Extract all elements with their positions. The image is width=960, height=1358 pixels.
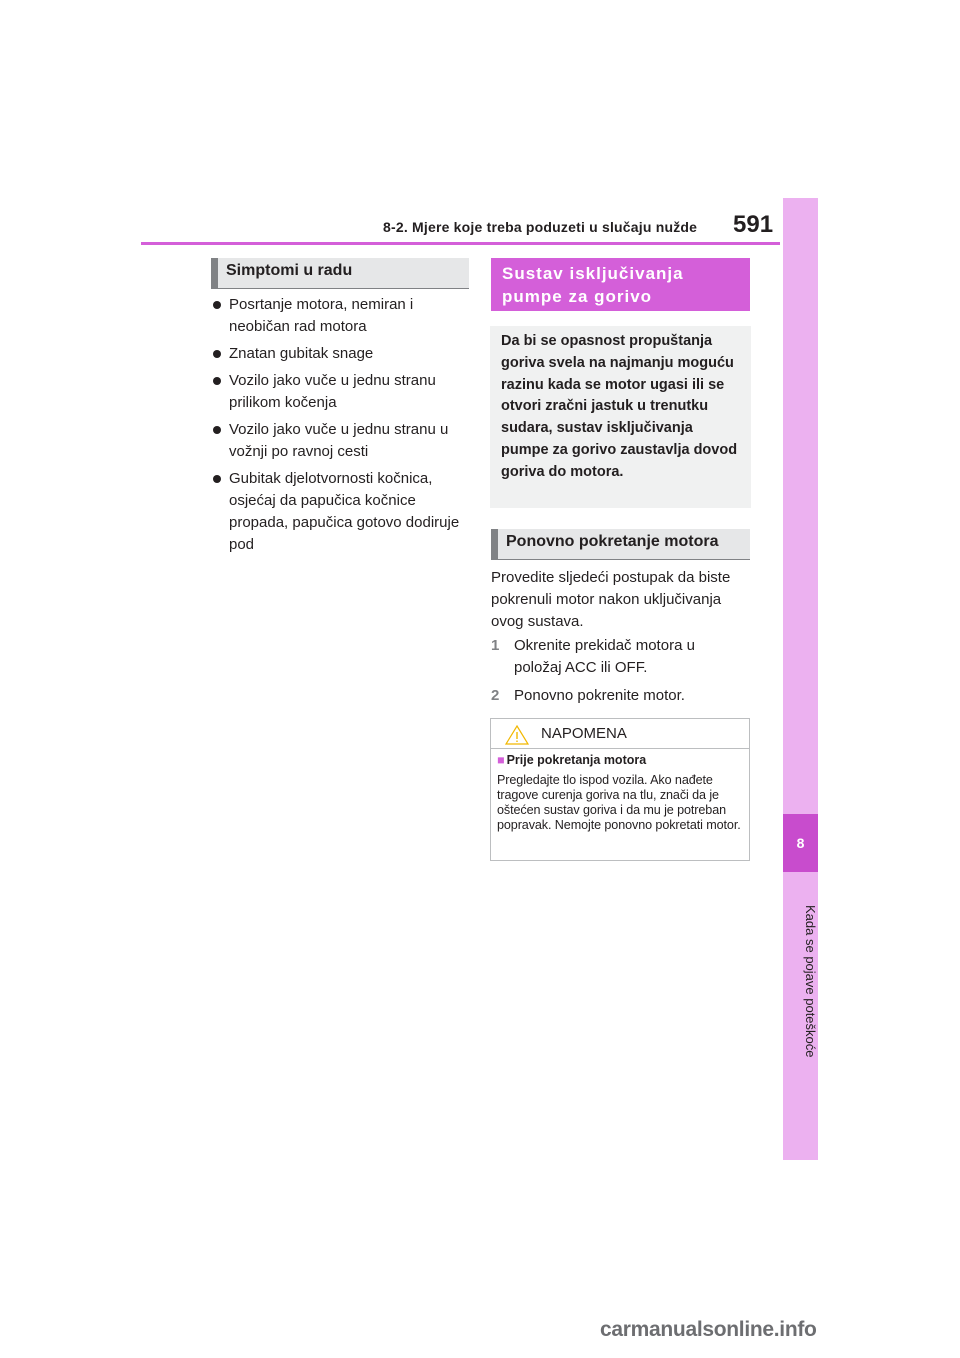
- symptoms-heading: Simptomi u radu: [211, 258, 469, 289]
- list-item: Vozilo jako vuče u jednu stranu u vožnji po ravnoj cesti: [211, 419, 476, 463]
- square-bullet-icon: ■: [497, 753, 505, 767]
- procedure-intro: Provedite sljedeći postupak da biste pokrenuli motor nakon uključivanja ovog sustava.: [491, 569, 731, 630]
- info-box: Da bi se opasnost propuštanja goriva svela na najmanju moguću razinu kada se motor ugasi ili se otvori zračni jastuk u trenutku sudara, sustav isključivanja pumpe za gorivo zaustavlja dovod goriva do motora.: [490, 326, 751, 508]
- chapter-label: Kada se pojave poteškoće: [803, 904, 818, 1058]
- step-number: 1: [491, 637, 500, 654]
- notice-box: [490, 718, 750, 861]
- step-text: Ponovno pokrenite motor.: [514, 687, 685, 704]
- list-item: Posrtanje motora, nemiran i neobičan rad motora: [211, 294, 476, 338]
- fuel-pump-shutoff-heading: Sustav isključivanja pumpe za gorivo: [491, 258, 750, 311]
- page-number: 591: [733, 211, 774, 238]
- step-number: 2: [491, 687, 500, 704]
- notice-header: [491, 719, 749, 749]
- list-item: Znatan gubitak snage: [211, 343, 476, 365]
- chapter-side-tab: [783, 198, 818, 1160]
- list-item: Gubitak djelotvornosti kočnica, osjećaj da papučica kočnice propada, papučica gotovo dodiruje pod: [211, 468, 476, 556]
- header-rule: [141, 242, 780, 245]
- notice-subheading-text: Prije pokretanja motora: [506, 753, 647, 767]
- restart-engine-heading: Ponovno pokretanje motora: [491, 529, 750, 560]
- notice-title: NAPOMENA: [541, 725, 627, 742]
- symptoms-list: [211, 294, 476, 561]
- procedure-step: [491, 685, 741, 707]
- procedure-step: [491, 635, 741, 679]
- watermark: carmanualsonline.info: [600, 1318, 817, 1341]
- warning-triangle-icon: [505, 725, 529, 745]
- chapter-number: 8: [783, 814, 818, 872]
- notice-body: Pregledajte tlo ispod vozila. Ako nađete tragove curenja goriva na tlu, znači da je oštećen sustav goriva i da mu je potreban popravak. Nemojte ponovno pokretati motor.: [497, 773, 741, 832]
- notice-subheading: [497, 753, 646, 767]
- step-text: Okrenite prekidač motora u položaj ACC ili OFF.: [514, 637, 695, 676]
- list-item: Vozilo jako vuče u jednu stranu prilikom kočenja: [211, 370, 476, 414]
- page-header-title: 8-2. Mjere koje treba poduzeti u slučaju nužde: [383, 219, 698, 235]
